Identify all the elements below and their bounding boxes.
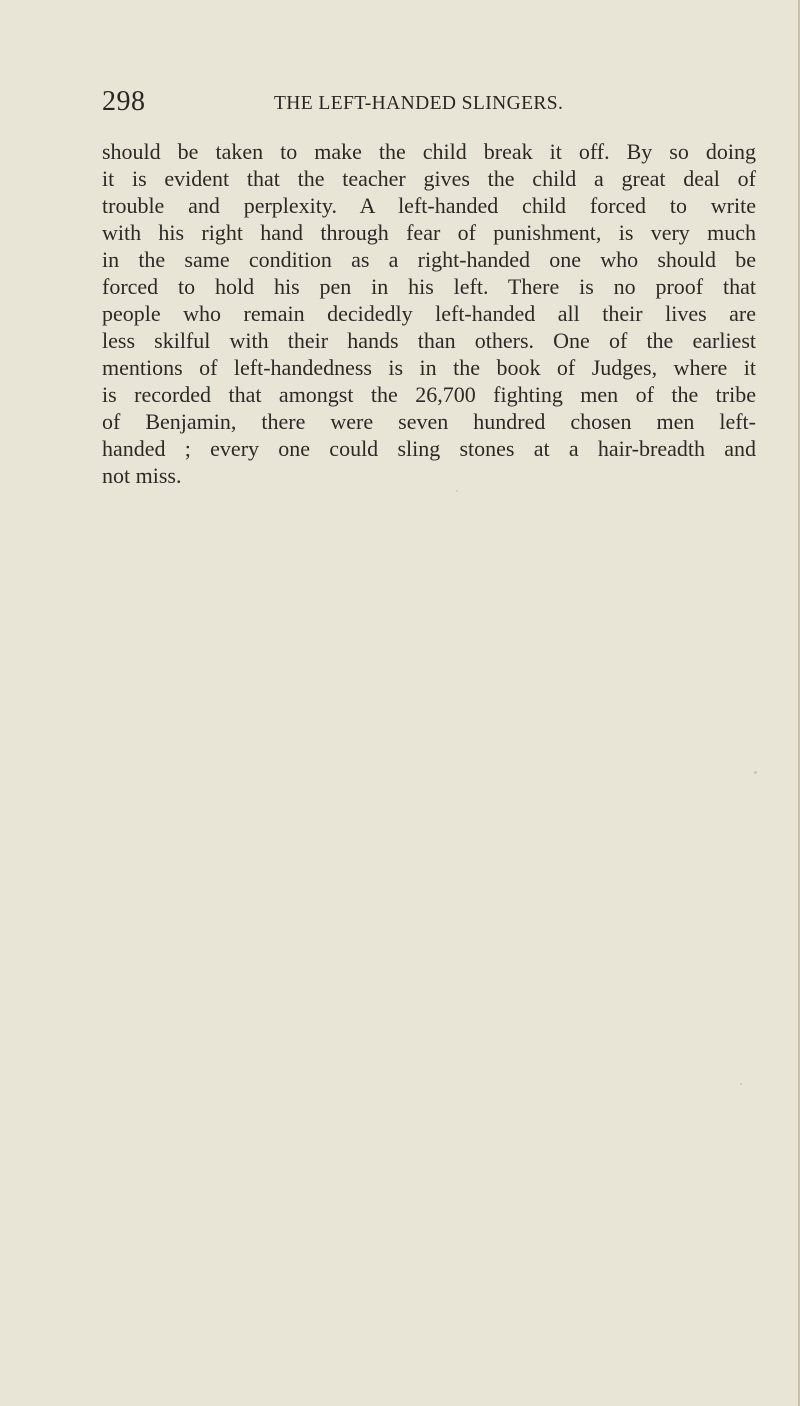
page-number: 298 [102, 86, 146, 117]
paper-speck [740, 1083, 742, 1085]
text-line: of Benjamin, there were seven hundred chosen men left- [102, 409, 756, 434]
text-line: mentions of left-handedness is in the book of Judges, where it [102, 355, 756, 380]
text-line: less skilful with their hands than others. One of the earliest [102, 328, 756, 353]
text-line: it is evident that the teacher gives the child a great deal of [102, 166, 756, 191]
text-line: not miss. [102, 463, 182, 488]
running-head [102, 86, 756, 120]
text-line: in the same condition as a right-handed one who should be [102, 247, 756, 272]
text-line: handed ; every one could sling stones at a hair-breadth and [102, 436, 756, 461]
text-line: is recorded that amongst the 26,700 fighting men of the tribe [102, 382, 756, 407]
running-title: THE LEFT-HANDED SLINGERS. [274, 93, 564, 114]
paper-speck [754, 771, 757, 774]
text-line: trouble and perplexity. A left-handed child forced to write [102, 193, 756, 218]
body-paragraph [102, 138, 756, 489]
text-line: forced to hold his pen in his left. There is no proof that [102, 274, 756, 299]
paper-speck [456, 490, 458, 492]
text-line: people who remain decidedly left-handed all their lives are [102, 301, 756, 326]
text-line: should be taken to make the child break it off. By so doing [102, 139, 756, 164]
text-line: with his right hand through fear of punishment, is very much [102, 220, 756, 245]
